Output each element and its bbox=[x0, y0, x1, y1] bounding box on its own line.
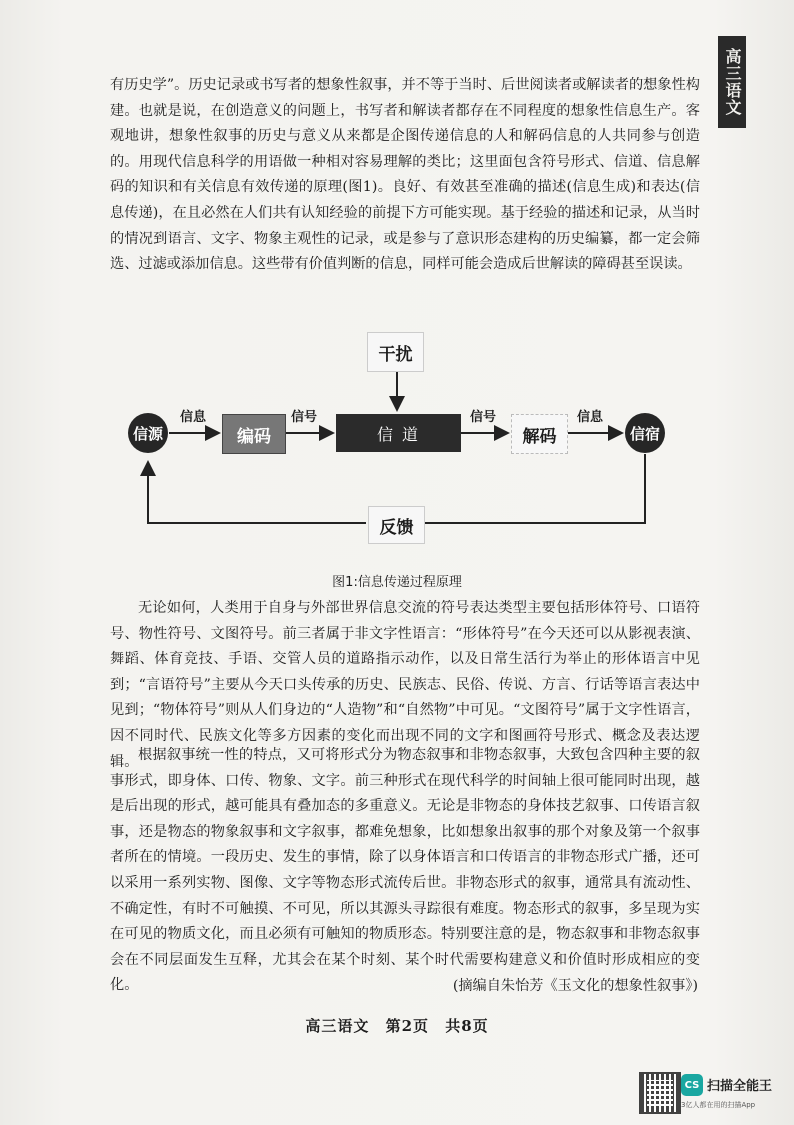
footer-page: 第2页 bbox=[385, 1017, 429, 1035]
paragraph-3 bbox=[110, 743, 700, 999]
edge-label-signal-1: 信号 bbox=[291, 410, 318, 425]
scanner-app-tagline: 3亿人都在用的扫描App bbox=[681, 1101, 756, 1109]
paragraph-1 bbox=[110, 73, 700, 278]
edge-label-signal-2: 信号 bbox=[470, 410, 497, 425]
scanner-app-name: 扫描全能王 bbox=[707, 1079, 773, 1094]
page-footer bbox=[0, 1015, 794, 1036]
decode-box: 解码 bbox=[511, 414, 568, 454]
camscanner-logo-icon: CS bbox=[681, 1074, 703, 1096]
encode-box: 编码 bbox=[222, 414, 286, 454]
figure-caption: 图1:信息传递过程原理 bbox=[332, 575, 462, 590]
edge-label-info-1: 信息 bbox=[180, 410, 207, 425]
feedback-box: 反馈 bbox=[368, 506, 425, 544]
paragraph-1-text: 有历史学”。历史记录或书写者的想象性叙事，并不等于当时、后世阅读者或解读者的想象性构建。也就是说，在创造意义的问题上，书写者和解读者都存在不同程度的想象性信息生产。客观地讲，想象性叙事的历史与意义从来都是企图传递信息的人和解码信息的人共同参与创造的。用现代信息科学的用语做一种相对容易理解的类比；这里面包含符号形式、信道、信息解码的知识和有关信息有效传递的原理(图1)。良好、有效甚至准确的描述(信息生成)和表达(信息传递)，在且必然在人们共有认知经验的前提下方可能实现。基于经验的描述和记录，从当时的情况到语言、文字、物象主观性的记录，或是参与了意识形态建构的历史编纂，都一定会筛选、过滤或添加信息。这些带有价值判断的信息，同样可能会造成后世解读的障碍甚至误读。 bbox=[110, 77, 700, 273]
qr-code-icon bbox=[639, 1072, 681, 1114]
source-citation: (摘编自朱怡芳《玉文化的想象性叙事》) bbox=[452, 978, 698, 994]
sink-node: 信宿 bbox=[625, 413, 665, 453]
noise-box: 干扰 bbox=[367, 332, 424, 372]
source-node: 信源 bbox=[128, 413, 168, 453]
channel-box: 信 道 bbox=[336, 414, 461, 452]
edge-label-info-2: 信息 bbox=[577, 410, 604, 425]
subject-side-tab: 高三语文 bbox=[718, 36, 746, 128]
footer-total: 共8页 bbox=[445, 1017, 489, 1035]
footer-subject: 高三语文 bbox=[305, 1017, 370, 1035]
paragraph-3-text: 根据叙事统一性的特点，又可将形式分为物态叙事和非物态叙事，大致包含四种主要的叙事形式，即身体、口传、物象、文字。前三种形式在现代科学的时间轴上很可能同时出现，越是后出现的形式，越可能具有叠加态的多重意义。无论是非物态的身体技艺叙事、口传语言叙事，还是物态的物象叙事和文字叙事，都难免想象，比如想象出叙事的那个对象及第一个叙事者所在的情境。一段历史、发生的事情，除了以身体语言和口传语言的非物态形式广播，还可以采用一系列实物、图像、文字等物态形式流传后世。非物态形式的叙事，通常具有流动性、不确定性，有时不可触摸、不可见，所以其源头寻踪很有难度。物态形式的叙事，多呈现为实在可见的物质文化，而且必须有可触知的物质形态。特别要注意的是，物态叙事和非物态叙事会在不同层面发生互释，尤其会在某个时刻、某个时代需要构建意义和价值时形成相应的变化。 bbox=[110, 747, 700, 994]
paragraph-2-text: 无论如何，人类用于自身与外部世界信息交流的符号表达类型主要包括形体符号、口语符号、物性符号、文图符号。前三者属于非文字性语言：“形体符号”在今天还可以从影视表演、舞蹈、体育竞技、手语、交管人员的道路指示动作，以及日常生活行为举止的形体语言中见到；“言语符号”主要从今天口头传承的历史、民族志、民俗、传说、方言、行话等语言表达中见到；“物体符号”则从人们身边的“人造物”和“自然物”中可见。“文图符号”属于文字性语言，因不同时代、民族文化等多方因素的变化而出现不同的文字和图画符号形式、概念及表达逻辑。 bbox=[110, 600, 700, 770]
